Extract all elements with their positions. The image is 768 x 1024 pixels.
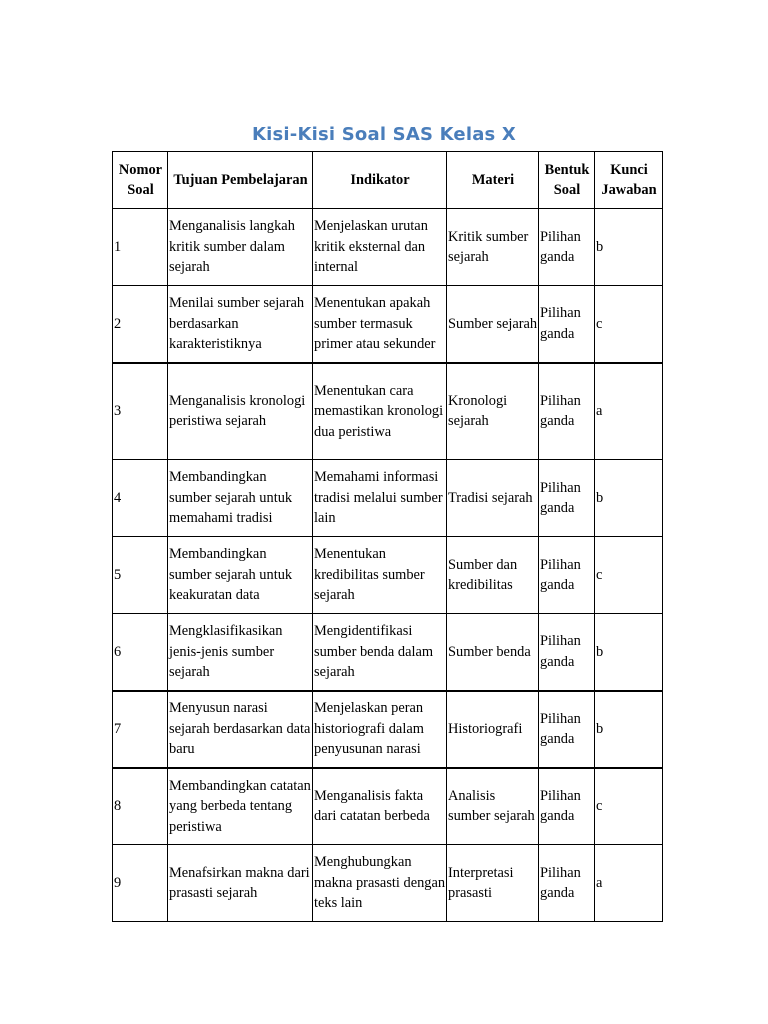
cell-nomor: 4 — [113, 460, 168, 537]
cell-tujuan: Membandingkan catatan yang berbeda tentang peristiwa — [168, 768, 313, 845]
cell-tujuan: Membandingkan sumber sejarah untuk keakuratan data — [168, 537, 313, 614]
cell-kunci: b — [595, 691, 663, 768]
cell-nomor: 2 — [113, 286, 168, 363]
page-title: Kisi-Kisi Soal SAS Kelas X — [252, 124, 516, 145]
cell-kunci: b — [595, 460, 663, 537]
cell-kunci: b — [595, 209, 663, 286]
table-row — [113, 460, 663, 537]
cell-tujuan: Menafsirkan makna dari prasasti sejarah — [168, 845, 313, 922]
table-row — [113, 768, 663, 845]
table-row — [113, 363, 663, 460]
cell-indikator: Menghubungkan makna prasasti dengan teks lain — [313, 845, 447, 922]
table-row — [113, 286, 663, 363]
header-kunci-jawaban: Kunci Jawaban — [595, 152, 663, 209]
cell-nomor: 8 — [113, 768, 168, 845]
cell-indikator: Menentukan cara memastikan kronologi dua peristiwa — [313, 363, 447, 460]
cell-materi: Sumber dan kredibilitas — [447, 537, 539, 614]
cell-kunci: b — [595, 614, 663, 691]
cell-indikator: Memahami informasi tradisi melalui sumber lain — [313, 460, 447, 537]
cell-tujuan: Menganalisis kronologi peristiwa sejarah — [168, 363, 313, 460]
cell-indikator: Menentukan kredibilitas sumber sejarah — [313, 537, 447, 614]
header-tujuan-pembelajaran: Tujuan Pembelajaran — [168, 152, 313, 209]
cell-tujuan: Membandingkan sumber sejarah untuk memahami tradisi — [168, 460, 313, 537]
cell-tujuan: Mengklasifikasikan jenis-jenis sumber sejarah — [168, 614, 313, 691]
cell-bentuk: Pilihan ganda — [539, 363, 595, 460]
cell-indikator: Menganalisis fakta dari catatan berbeda — [313, 768, 447, 845]
cell-kunci: a — [595, 363, 663, 460]
table-row — [113, 537, 663, 614]
cell-materi: Kronologi sejarah — [447, 363, 539, 460]
table-row — [113, 691, 663, 768]
cell-bentuk: Pilihan ganda — [539, 614, 595, 691]
cell-bentuk: Pilihan ganda — [539, 768, 595, 845]
cell-tujuan: Menilai sumber sejarah berdasarkan karakteristiknya — [168, 286, 313, 363]
cell-nomor: 3 — [113, 363, 168, 460]
cell-kunci: c — [595, 286, 663, 363]
cell-bentuk: Pilihan ganda — [539, 845, 595, 922]
cell-indikator: Menjelaskan urutan kritik eksternal dan internal — [313, 209, 447, 286]
cell-materi: Interpretasi prasasti — [447, 845, 539, 922]
table-header-row — [113, 152, 663, 209]
header-materi: Materi — [447, 152, 539, 209]
cell-bentuk: Pilihan ganda — [539, 286, 595, 363]
header-bentuk-soal: Bentuk Soal — [539, 152, 595, 209]
table-row — [113, 845, 663, 922]
header-nomor-soal: Nomor Soal — [113, 152, 168, 209]
cell-materi: Sumber sejarah — [447, 286, 539, 363]
cell-bentuk: Pilihan ganda — [539, 537, 595, 614]
cell-kunci: c — [595, 768, 663, 845]
table-row — [113, 614, 663, 691]
cell-bentuk: Pilihan ganda — [539, 460, 595, 537]
cell-nomor: 9 — [113, 845, 168, 922]
cell-bentuk: Pilihan ganda — [539, 209, 595, 286]
cell-tujuan: Menganalisis langkah kritik sumber dalam sejarah — [168, 209, 313, 286]
cell-kunci: c — [595, 537, 663, 614]
kisi-kisi-table — [112, 151, 663, 922]
cell-nomor: 6 — [113, 614, 168, 691]
cell-indikator: Mengidentifikasi sumber benda dalam sejarah — [313, 614, 447, 691]
cell-indikator: Menentukan apakah sumber termasuk primer atau sekunder — [313, 286, 447, 363]
cell-kunci: a — [595, 845, 663, 922]
cell-materi: Kritik sumber sejarah — [447, 209, 539, 286]
cell-materi: Sumber benda — [447, 614, 539, 691]
cell-materi: Analisis sumber sejarah — [447, 768, 539, 845]
cell-nomor: 1 — [113, 209, 168, 286]
cell-indikator: Menjelaskan peran historiografi dalam penyusunan narasi — [313, 691, 447, 768]
cell-nomor: 5 — [113, 537, 168, 614]
cell-bentuk: Pilihan ganda — [539, 691, 595, 768]
cell-materi: Historiografi — [447, 691, 539, 768]
header-indikator: Indikator — [313, 152, 447, 209]
table-row — [113, 209, 663, 286]
cell-tujuan: Menyusun narasi sejarah berdasarkan data baru — [168, 691, 313, 768]
cell-nomor: 7 — [113, 691, 168, 768]
cell-materi: Tradisi sejarah — [447, 460, 539, 537]
